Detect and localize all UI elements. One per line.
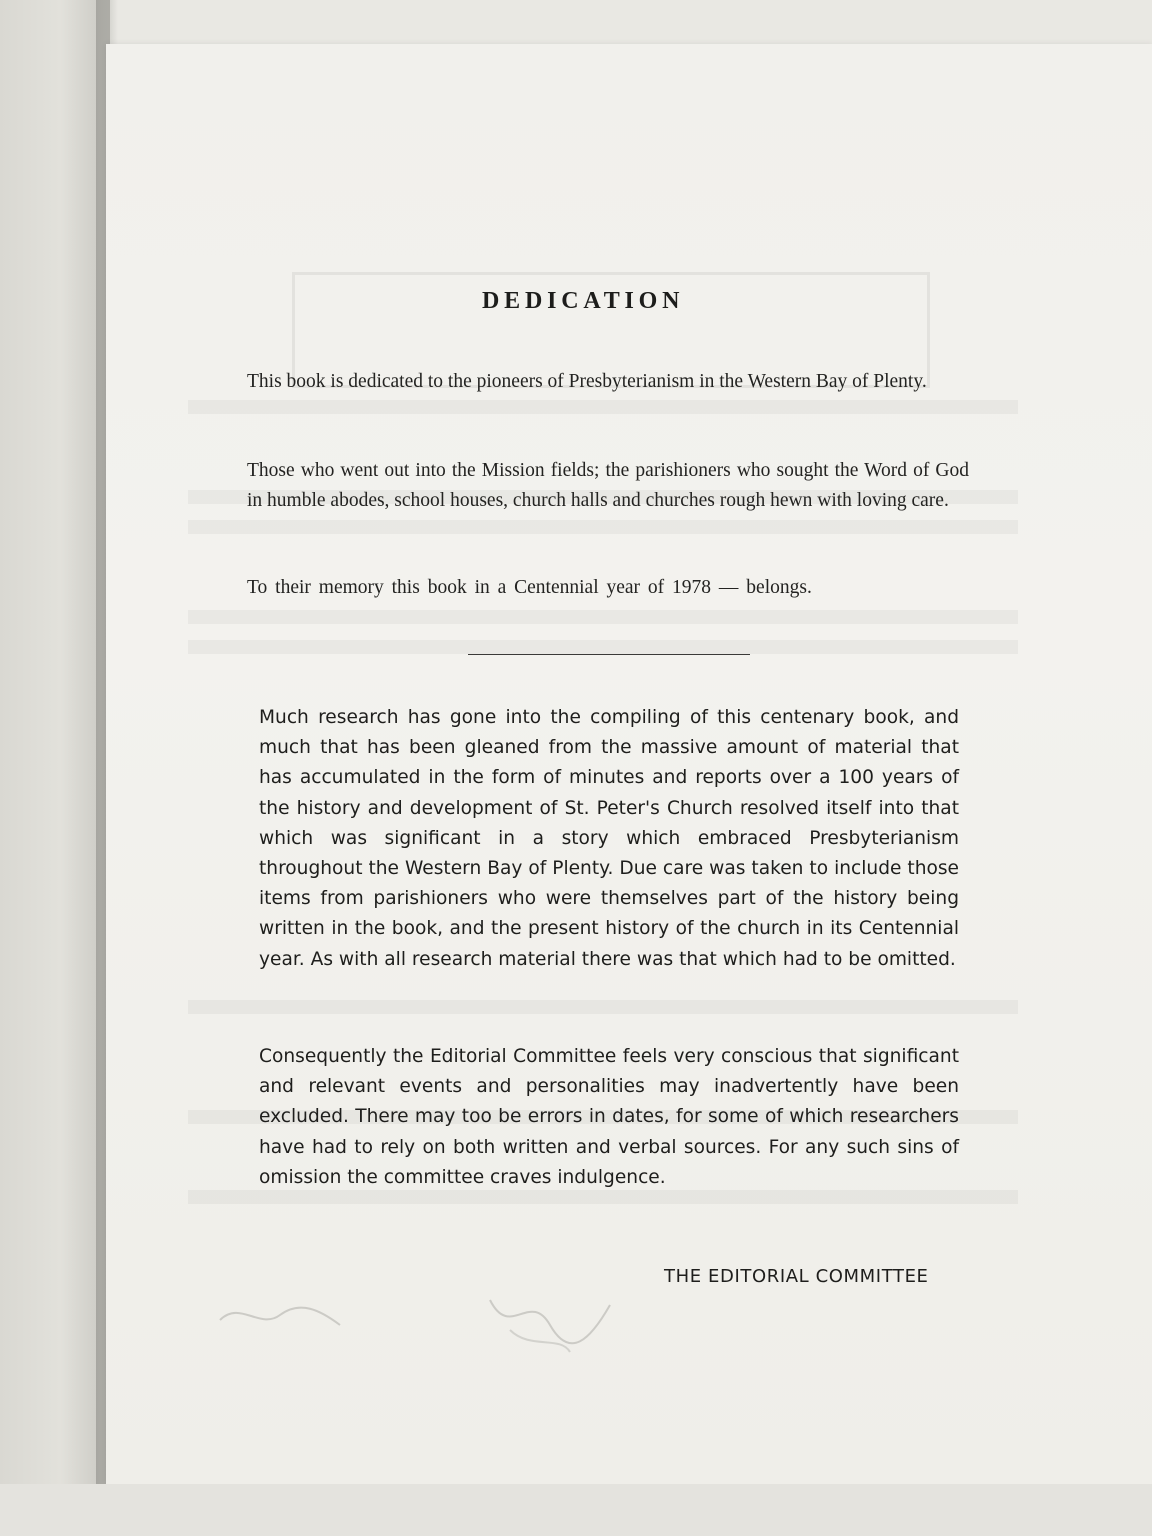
- dedication-heading: DEDICATION: [482, 288, 685, 314]
- show-through-signature: [210, 1280, 630, 1360]
- dedication-paragraph-3: To their memory this book in a Centennial year of 1978 — belongs.: [247, 577, 812, 598]
- dedication-paragraph-1: This book is dedicated to the pioneers of Presbyterianism in the Western Bay of Plenty.: [247, 371, 927, 392]
- section-divider: [468, 654, 750, 655]
- preface-paragraph-2: Consequently the Editorial Committee feels very conscious that significant and relevant events and personalities may inadvertently have been excluded. There may too be errors in dates, for some of which researchers have had to rely on both written and verbal sources. For any such sins of omission the committee craves indulgence.: [259, 1046, 959, 1188]
- dedication-paragraph-2: Those who went out into the Mission fields; the parishioners who sought the Word of God in humble abodes, school houses, church halls and churches rough hewn with loving care.: [247, 460, 969, 511]
- preface-paragraph-1: Much research has gone into the compiling of this centenary book, and much that has been gleaned from the massive amount of material that has accumulated in the form of minutes and reports over a 100 years of the history and development of St. Peter's Church resolved itself into that which was significant in a story which embraced Presbyterianism throughout the Western Bay of Plenty. Due care was taken to include those items from parishioners who were themselves part of the history being written in the book, and the present history of the church in its Centennial year. As with all research material there was that which had to be omitted.: [259, 707, 959, 970]
- surface-below-book: [0, 1484, 1152, 1536]
- editorial-committee-signoff: THE EDITORIAL COMMITTEE: [664, 1266, 929, 1287]
- left-page-edge: [0, 0, 110, 1536]
